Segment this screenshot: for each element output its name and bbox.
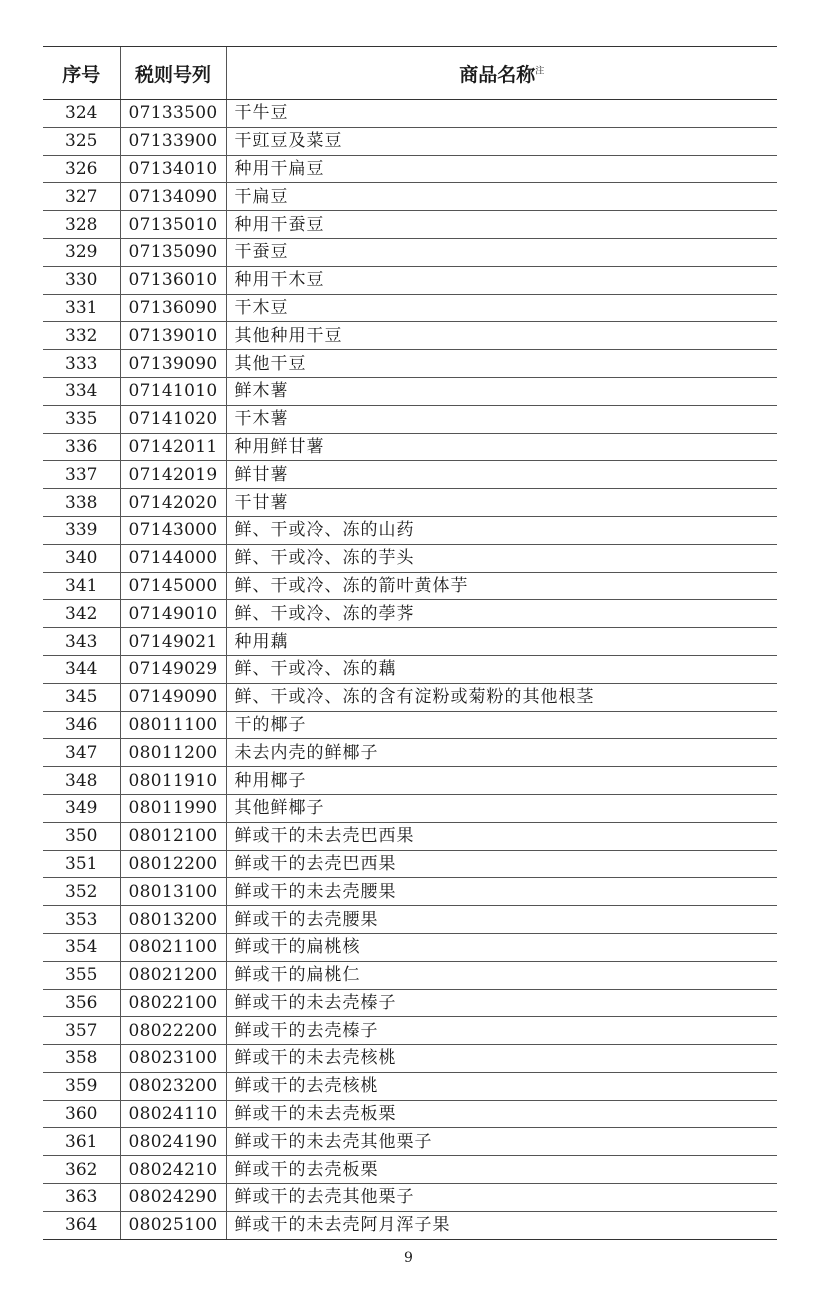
row-tariff-code: 08025100 (120, 1211, 226, 1239)
table-row (43, 1072, 777, 1100)
row-product-name: 鲜或干的未去壳榛子 (226, 989, 777, 1017)
row-seq: 325 (43, 127, 120, 155)
row-product-name: 种用干扁豆 (226, 155, 777, 183)
table-row (43, 405, 777, 433)
row-tariff-code: 08013200 (120, 906, 226, 934)
row-product-name: 鲜或干的去壳板栗 (226, 1156, 777, 1184)
table-row (43, 961, 777, 989)
table-row (43, 489, 777, 517)
row-seq: 336 (43, 433, 120, 461)
row-tariff-code: 08012200 (120, 850, 226, 878)
row-tariff-code: 07142011 (120, 433, 226, 461)
row-product-name: 鲜或干的扁桃仁 (226, 961, 777, 989)
table-body (43, 100, 777, 1240)
row-tariff-code: 07149029 (120, 655, 226, 683)
row-seq: 327 (43, 183, 120, 211)
row-product-name: 鲜或干的未去壳巴西果 (226, 822, 777, 850)
row-product-name: 鲜、干或冷、冻的荸荠 (226, 600, 777, 628)
row-product-name: 鲜或干的去壳巴西果 (226, 850, 777, 878)
table-row (43, 433, 777, 461)
row-product-name: 其他种用干豆 (226, 322, 777, 350)
row-product-name: 鲜、干或冷、冻的含有淀粉或菊粉的其他根茎 (226, 683, 777, 711)
table-row (43, 1211, 777, 1239)
row-tariff-code: 07133900 (120, 127, 226, 155)
row-seq: 362 (43, 1156, 120, 1184)
table-row (43, 544, 777, 572)
row-product-name: 干的椰子 (226, 711, 777, 739)
row-tariff-code: 08022200 (120, 1017, 226, 1045)
table-row (43, 906, 777, 934)
row-tariff-code: 07134090 (120, 183, 226, 211)
table-header (43, 47, 777, 100)
table-row (43, 155, 777, 183)
table-row (43, 683, 777, 711)
header-row (43, 47, 777, 100)
row-tariff-code: 08023100 (120, 1045, 226, 1073)
row-seq: 356 (43, 989, 120, 1017)
row-seq: 364 (43, 1211, 120, 1239)
row-tariff-code: 08021100 (120, 933, 226, 961)
row-product-name: 鲜、干或冷、冻的箭叶黄体芋 (226, 572, 777, 600)
row-seq: 353 (43, 906, 120, 934)
tariff-table (43, 46, 777, 1240)
table-row (43, 211, 777, 239)
header-name: 商品名称 (459, 63, 536, 86)
row-product-name: 未去内壳的鲜椰子 (226, 739, 777, 767)
row-tariff-code: 08012100 (120, 822, 226, 850)
table-row (43, 850, 777, 878)
row-tariff-code: 08021200 (120, 961, 226, 989)
row-tariff-code: 07135010 (120, 211, 226, 239)
row-tariff-code: 07135090 (120, 238, 226, 266)
row-seq: 354 (43, 933, 120, 961)
table-row (43, 1156, 777, 1184)
row-seq: 342 (43, 600, 120, 628)
table-row (43, 600, 777, 628)
row-product-name: 鲜或干的未去壳核桃 (226, 1045, 777, 1073)
row-product-name: 鲜或干的未去壳板栗 (226, 1100, 777, 1128)
row-tariff-code: 08011910 (120, 767, 226, 795)
row-product-name: 种用干蚕豆 (226, 211, 777, 239)
table-row (43, 1045, 777, 1073)
row-seq: 331 (43, 294, 120, 322)
table-row (43, 933, 777, 961)
row-product-name: 鲜或干的去壳其他栗子 (226, 1184, 777, 1212)
row-tariff-code: 07136010 (120, 266, 226, 294)
table-row (43, 739, 777, 767)
table-row (43, 100, 777, 128)
row-seq: 351 (43, 850, 120, 878)
row-product-name: 干牛豆 (226, 100, 777, 128)
row-product-name: 干豇豆及菜豆 (226, 127, 777, 155)
row-product-name: 鲜或干的去壳核桃 (226, 1072, 777, 1100)
header-name-note: 注 (535, 66, 545, 77)
row-seq: 335 (43, 405, 120, 433)
table-row (43, 655, 777, 683)
row-product-name: 鲜或干的未去壳阿月浑子果 (226, 1211, 777, 1239)
row-product-name: 其他干豆 (226, 350, 777, 378)
row-product-name: 鲜、干或冷、冻的芋头 (226, 544, 777, 572)
row-product-name: 干木豆 (226, 294, 777, 322)
row-product-name: 其他鲜椰子 (226, 794, 777, 822)
row-product-name: 鲜、干或冷、冻的山药 (226, 516, 777, 544)
row-seq: 330 (43, 266, 120, 294)
row-tariff-code: 07136090 (120, 294, 226, 322)
table-row (43, 377, 777, 405)
row-tariff-code: 07149090 (120, 683, 226, 711)
row-tariff-code: 07139010 (120, 322, 226, 350)
row-seq: 348 (43, 767, 120, 795)
row-product-name: 鲜或干的未去壳其他栗子 (226, 1128, 777, 1156)
row-seq: 350 (43, 822, 120, 850)
row-seq: 339 (43, 516, 120, 544)
row-product-name: 种用椰子 (226, 767, 777, 795)
row-product-name: 干扁豆 (226, 183, 777, 211)
table-row (43, 266, 777, 294)
row-tariff-code: 07149010 (120, 600, 226, 628)
row-tariff-code: 07142019 (120, 461, 226, 489)
row-seq: 358 (43, 1045, 120, 1073)
row-tariff-code: 07149021 (120, 628, 226, 656)
row-tariff-code: 07143000 (120, 516, 226, 544)
row-seq: 328 (43, 211, 120, 239)
row-tariff-code: 08011200 (120, 739, 226, 767)
row-seq: 338 (43, 489, 120, 517)
row-product-name: 鲜甘薯 (226, 461, 777, 489)
row-product-name: 干蚕豆 (226, 238, 777, 266)
row-tariff-code: 08024190 (120, 1128, 226, 1156)
table-row (43, 628, 777, 656)
row-seq: 332 (43, 322, 120, 350)
table-row (43, 572, 777, 600)
row-seq: 341 (43, 572, 120, 600)
row-seq: 357 (43, 1017, 120, 1045)
row-seq: 363 (43, 1184, 120, 1212)
row-seq: 355 (43, 961, 120, 989)
table-row (43, 516, 777, 544)
row-tariff-code: 07134010 (120, 155, 226, 183)
table-row (43, 127, 777, 155)
row-seq: 326 (43, 155, 120, 183)
row-tariff-code: 08013100 (120, 878, 226, 906)
row-seq: 352 (43, 878, 120, 906)
table-row (43, 1017, 777, 1045)
table-row (43, 822, 777, 850)
row-seq: 340 (43, 544, 120, 572)
row-seq: 329 (43, 238, 120, 266)
header-name-cell (226, 47, 777, 100)
row-seq: 344 (43, 655, 120, 683)
row-product-name: 鲜或干的去壳榛子 (226, 1017, 777, 1045)
row-tariff-code: 08011990 (120, 794, 226, 822)
table-row (43, 767, 777, 795)
row-seq: 343 (43, 628, 120, 656)
table-row (43, 461, 777, 489)
row-seq: 349 (43, 794, 120, 822)
table-row (43, 794, 777, 822)
row-seq: 337 (43, 461, 120, 489)
row-tariff-code: 07133500 (120, 100, 226, 128)
row-product-name: 干木薯 (226, 405, 777, 433)
row-product-name: 种用鲜甘薯 (226, 433, 777, 461)
row-tariff-code: 08024210 (120, 1156, 226, 1184)
row-tariff-code: 08011100 (120, 711, 226, 739)
row-seq: 324 (43, 100, 120, 128)
table-row (43, 1128, 777, 1156)
table-row (43, 183, 777, 211)
row-tariff-code: 08024290 (120, 1184, 226, 1212)
row-tariff-code: 07141020 (120, 405, 226, 433)
row-tariff-code: 07145000 (120, 572, 226, 600)
row-tariff-code: 07141010 (120, 377, 226, 405)
row-seq: 347 (43, 739, 120, 767)
row-tariff-code: 07139090 (120, 350, 226, 378)
page-number: 9 (404, 1250, 413, 1266)
table-row (43, 878, 777, 906)
row-product-name: 种用干木豆 (226, 266, 777, 294)
row-product-name: 鲜或干的去壳腰果 (226, 906, 777, 934)
row-tariff-code: 08023200 (120, 1072, 226, 1100)
table-row (43, 1100, 777, 1128)
header-code: 税则号列 (120, 47, 226, 100)
table-row (43, 294, 777, 322)
table-row (43, 322, 777, 350)
row-seq: 346 (43, 711, 120, 739)
row-tariff-code: 08024110 (120, 1100, 226, 1128)
row-product-name: 干甘薯 (226, 489, 777, 517)
table-row (43, 711, 777, 739)
row-seq: 360 (43, 1100, 120, 1128)
row-seq: 333 (43, 350, 120, 378)
table-row (43, 989, 777, 1017)
table-row (43, 1184, 777, 1212)
row-product-name: 鲜木薯 (226, 377, 777, 405)
row-seq: 361 (43, 1128, 120, 1156)
row-product-name: 鲜、干或冷、冻的藕 (226, 655, 777, 683)
row-tariff-code: 07142020 (120, 489, 226, 517)
row-seq: 359 (43, 1072, 120, 1100)
table-row (43, 350, 777, 378)
row-product-name: 鲜或干的未去壳腰果 (226, 878, 777, 906)
row-tariff-code: 07144000 (120, 544, 226, 572)
row-tariff-code: 08022100 (120, 989, 226, 1017)
row-product-name: 鲜或干的扁桃核 (226, 933, 777, 961)
table-row (43, 238, 777, 266)
row-seq: 345 (43, 683, 120, 711)
row-product-name: 种用藕 (226, 628, 777, 656)
row-seq: 334 (43, 377, 120, 405)
header-seq: 序号 (43, 47, 120, 100)
